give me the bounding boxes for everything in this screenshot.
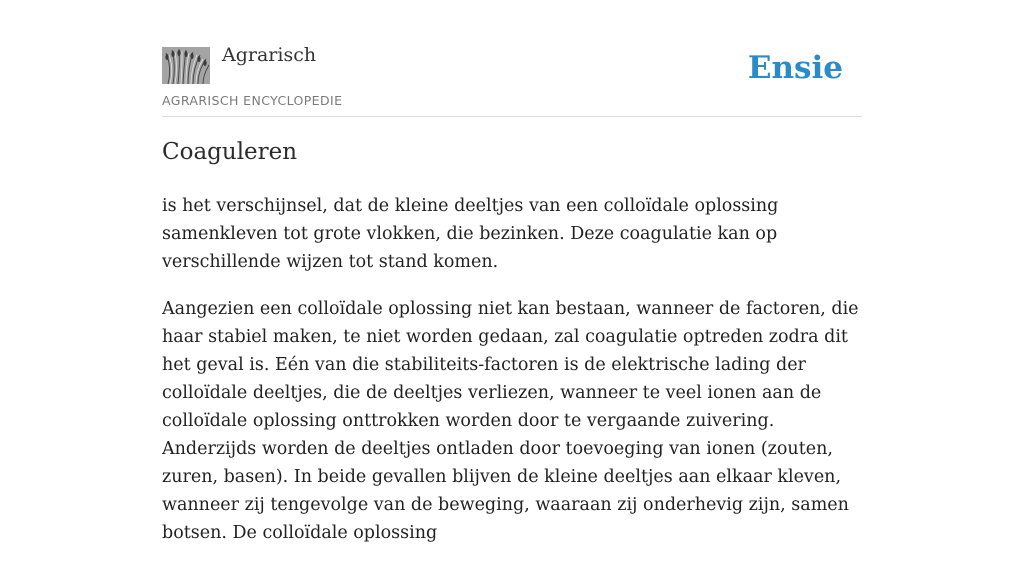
source-name[interactable]: Agrarisch xyxy=(222,44,317,66)
article-body xyxy=(162,192,862,566)
ensie-logo[interactable]: Ensie xyxy=(747,50,843,86)
article-paragraph: Aangezien een colloïdale oplossing niet kan bestaan, wanneer de factoren, die haar stabiel maken, te niet worden gedaan, zal coagulatie optreden zodra dit het geval is. Eén van die stabiliteits-factoren is de elektrische lading der colloïdale deeltjes, die de deeltjes verliezen, wanneer te veel ionen aan de colloïdale oplossing onttrokken worden door te vergaande zuivering. Anderzijds worden de deeltjes ontladen door toevoeging van ionen (zouten, zuren, basen). In beide gevallen blijven de kleine deeltjes aan elkaar kleven, wanneer zij tengevolge van de beweging, waaraan zij onderhevig zijn, samen botsen. De colloïdale oplossing xyxy=(162,299,859,543)
article-paragraph: is het verschijnsel, dat de kleine deeltjes van een colloïdale oplossing samenkleven tot grote vlokken, die bezinken. Deze coagulatie kan op verschillende wijzen tot stand komen. xyxy=(162,196,779,272)
article-title: Coaguleren xyxy=(162,139,298,165)
header xyxy=(162,0,862,117)
wheat-engraving-icon[interactable] xyxy=(162,47,210,84)
source-subtitle[interactable]: AGRARISCH ENCYCLOPEDIE xyxy=(162,93,343,108)
